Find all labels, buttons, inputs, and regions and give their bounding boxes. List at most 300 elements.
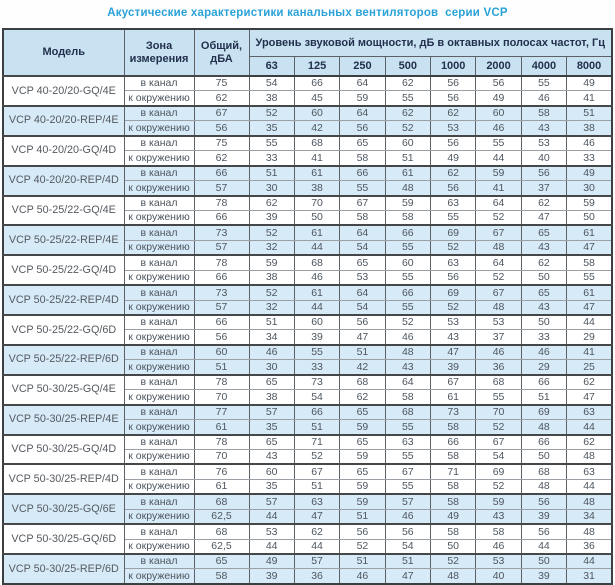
table-row-duct [3,285,612,300]
spl-value-cell: 55 [476,390,521,405]
zone-cell: в канал [124,255,194,270]
table-row-duct [3,345,612,360]
spl-value-cell: 63 [431,255,476,270]
model-name-cell: VCP 50-25/22-GQ/4D [3,255,124,285]
spl-value-cell: 51 [294,479,339,494]
total-dba-cell: 61 [194,479,249,494]
total-dba-cell: 56 [194,121,249,136]
spl-value-cell: 63 [385,435,430,450]
spl-value-cell: 62 [294,524,339,539]
spl-value-cell: 47 [385,569,430,584]
spl-value-cell: 51 [567,106,612,121]
spl-value-cell: 67 [476,435,521,450]
spl-value-cell: 68 [294,136,339,151]
spl-value-cell: 57 [249,494,294,509]
spl-value-cell: 58 [431,524,476,539]
spl-value-cell: 43 [431,330,476,345]
spl-value-cell: 56 [431,270,476,285]
spl-value-cell: 49 [476,91,521,106]
spl-value-cell: 65 [340,136,385,151]
spl-value-cell: 59 [567,196,612,211]
spl-value-cell: 58 [431,479,476,494]
spl-value-cell: 62 [340,390,385,405]
model-name-cell: VCP 50-25/22-GQ/4E [3,196,124,226]
spl-value-cell: 51 [249,166,294,181]
spl-value-cell: 69 [431,285,476,300]
spl-value-cell: 46 [476,539,521,554]
spl-value-cell: 66 [431,435,476,450]
spl-value-cell: 69 [476,464,521,479]
spl-value-cell: 58 [567,255,612,270]
spl-value-cell: 43 [476,509,521,524]
spl-value-cell: 56 [476,76,521,91]
zone-cell: к окружению [124,210,194,225]
spl-value-cell: 51 [340,345,385,360]
spl-value-cell: 65 [340,464,385,479]
model-name-cell: VCP 50-25/22-REP/4E [3,225,124,255]
total-dba-cell: 65 [194,554,249,569]
total-dba-cell: 62 [194,91,249,106]
spl-value-cell: 56 [340,121,385,136]
table-row-duct [3,554,612,569]
spl-value-cell: 50 [521,449,566,464]
spl-value-cell: 62 [431,106,476,121]
spl-value-cell: 56 [385,524,430,539]
zone-cell: в канал [124,166,194,181]
spl-value-cell: 48 [521,420,566,435]
spl-value-cell: 36 [294,569,339,584]
table-row-duct [3,405,612,420]
zone-cell: к окружению [124,390,194,405]
spl-value-cell: 48 [476,240,521,255]
spl-value-cell: 55 [249,136,294,151]
total-dba-cell: 62,5 [194,539,249,554]
spl-value-cell: 61 [294,166,339,181]
spl-value-cell: 58 [431,494,476,509]
total-dba-cell: 60 [194,345,249,360]
total-dba-cell: 57 [194,181,249,196]
zone-cell: в канал [124,405,194,420]
spl-value-cell: 63 [567,464,612,479]
spl-value-cell: 56 [340,524,385,539]
spl-value-cell: 64 [340,225,385,240]
spl-value-cell: 47 [567,390,612,405]
zone-cell: к окружению [124,300,194,315]
table-row-duct [3,76,612,91]
spl-value-cell: 43 [249,449,294,464]
total-dba-cell: 68 [194,494,249,509]
spl-value-cell: 39 [249,569,294,584]
spl-value-cell: 52 [476,420,521,435]
spl-value-cell: 56 [521,494,566,509]
zone-cell: в канал [124,554,194,569]
spl-value-cell: 44 [294,539,339,554]
spl-value-cell: 55 [476,136,521,151]
total-dba-cell: 76 [194,464,249,479]
spl-value-cell: 44 [567,479,612,494]
spl-value-cell: 73 [294,375,339,390]
spl-value-cell: 56 [431,136,476,151]
spl-value-cell: 50 [294,210,339,225]
spl-value-cell: 66 [294,405,339,420]
model-name-cell: VCP 50-25/22-REP/4D [3,285,124,315]
spl-value-cell: 62 [567,435,612,450]
spl-value-cell: 52 [249,106,294,121]
spl-value-cell: 30 [249,181,294,196]
spl-value-cell: 60 [385,255,430,270]
acoustic-characteristics-table [2,28,613,585]
total-dba-cell: 68 [194,524,249,539]
spl-value-cell: 40 [521,151,566,166]
spl-value-cell: 53 [476,315,521,330]
spl-value-cell: 50 [521,315,566,330]
spl-value-cell: 48 [385,345,430,360]
spl-value-cell: 50 [521,554,566,569]
spl-value-cell: 71 [294,435,339,450]
total-dba-cell: 78 [194,255,249,270]
spl-value-cell: 65 [340,405,385,420]
zone-cell: в канал [124,225,194,240]
spl-value-cell: 46 [340,569,385,584]
spl-value-cell: 41 [476,181,521,196]
zone-cell: к окружению [124,121,194,136]
total-dba-cell: 58 [194,569,249,584]
spl-value-cell: 52 [340,539,385,554]
column-header-frequency: 2000 [476,57,521,77]
spl-value-cell: 58 [385,210,430,225]
spl-value-cell: 51 [294,420,339,435]
spl-value-cell: 53 [249,524,294,539]
spl-value-cell: 36 [476,360,521,375]
spl-value-cell: 63 [567,405,612,420]
spl-value-cell: 47 [567,300,612,315]
spl-value-cell: 41 [567,91,612,106]
spl-value-cell: 47 [340,330,385,345]
total-dba-cell: 78 [194,435,249,450]
spl-value-cell: 46 [567,136,612,151]
table-row-duct [3,524,612,539]
spl-value-cell: 53 [431,315,476,330]
spl-value-cell: 59 [340,420,385,435]
column-header-frequency: 4000 [521,57,566,77]
spl-value-cell: 53 [521,136,566,151]
spl-value-cell: 52 [385,121,430,136]
spl-value-cell: 68 [294,255,339,270]
spl-value-cell: 48 [476,300,521,315]
spl-value-cell: 64 [385,375,430,390]
spl-value-cell: 60 [294,315,339,330]
spl-value-cell: 33 [521,330,566,345]
spl-value-cell: 44 [567,420,612,435]
model-name-cell: VCP 50-30/25-REP/4D [3,464,124,494]
spl-value-cell: 61 [431,390,476,405]
zone-cell: к окружению [124,360,194,375]
column-header-frequency: 8000 [567,57,612,77]
spl-value-cell: 43 [385,360,430,375]
zone-cell: к окружению [124,181,194,196]
zone-cell: к окружению [124,449,194,464]
spl-value-cell: 48 [567,449,612,464]
spl-value-cell: 55 [431,210,476,225]
spl-value-cell: 58 [521,106,566,121]
spl-value-cell: 65 [249,435,294,450]
total-dba-cell: 51 [194,360,249,375]
spl-value-cell: 35 [249,121,294,136]
spl-value-cell: 51 [249,315,294,330]
spl-value-cell: 38 [567,121,612,136]
page-title: Акустические характеристики канальных вентиляторов серии VCP [107,7,508,19]
total-dba-cell: 57 [194,300,249,315]
spl-value-cell: 66 [385,225,430,240]
spl-value-cell: 52 [294,449,339,464]
total-dba-cell: 66 [194,210,249,225]
total-dba-cell: 78 [194,375,249,390]
spl-value-cell: 46 [385,330,430,345]
spl-value-cell: 64 [340,106,385,121]
spl-value-cell: 66 [340,166,385,181]
column-header-frequency: 125 [294,57,339,77]
spl-value-cell: 52 [476,479,521,494]
spl-value-cell: 44 [476,151,521,166]
spl-value-cell: 60 [294,106,339,121]
zone-cell: в канал [124,524,194,539]
spl-value-cell: 58 [431,420,476,435]
model-name-cell: VCP 50-25/22-REP/6D [3,345,124,375]
total-dba-cell: 66 [194,166,249,181]
spl-value-cell: 60 [385,136,430,151]
spl-value-cell: 60 [249,464,294,479]
spl-value-cell: 54 [385,539,430,554]
spl-value-cell: 37 [521,181,566,196]
spl-value-cell: 51 [385,151,430,166]
column-header-spl-group: Уровень звуковой мощности, дБ в октавных полосах частот, Гц [249,29,612,57]
spl-value-cell: 62 [431,166,476,181]
spl-value-cell: 47 [294,509,339,524]
spl-value-cell: 67 [431,375,476,390]
model-name-cell: VCP 40-20/20-GQ/4E [3,76,124,106]
spl-value-cell: 56 [431,76,476,91]
table-row-duct [3,166,612,181]
spl-value-cell: 66 [521,375,566,390]
spl-value-cell: 70 [476,405,521,420]
spl-value-cell: 49 [567,166,612,181]
spl-value-cell: 52 [431,300,476,315]
spl-value-cell: 44 [249,539,294,554]
spl-value-cell: 59 [340,494,385,509]
total-dba-cell: 70 [194,390,249,405]
zone-cell: в канал [124,106,194,121]
total-dba-cell: 62,5 [194,509,249,524]
spl-value-cell: 65 [521,225,566,240]
spl-value-cell: 49 [431,509,476,524]
spl-value-cell: 62 [385,106,430,121]
spl-value-cell: 59 [385,196,430,211]
spl-value-cell: 58 [476,524,521,539]
spl-value-cell: 56 [431,181,476,196]
spl-value-cell: 59 [340,479,385,494]
spl-value-cell: 44 [567,554,612,569]
spl-value-cell: 67 [476,285,521,300]
model-name-cell: VCP 50-25/22-GQ/6D [3,315,124,345]
zone-cell: к окружению [124,91,194,106]
table-row-duct [3,494,612,509]
column-header-frequency: 500 [385,57,430,77]
spl-value-cell: 68 [340,375,385,390]
spl-value-cell: 66 [294,76,339,91]
zone-cell: к окружению [124,539,194,554]
spl-value-cell: 56 [340,315,385,330]
spl-value-cell: 46 [385,509,430,524]
spl-value-cell: 58 [431,449,476,464]
total-dba-cell: 78 [194,196,249,211]
spl-value-cell: 48 [521,479,566,494]
spl-value-cell: 67 [385,464,430,479]
spl-value-cell: 64 [340,76,385,91]
spl-value-cell: 55 [385,91,430,106]
spl-value-cell: 43 [521,300,566,315]
spl-value-cell: 58 [340,151,385,166]
zone-cell: в канал [124,375,194,390]
spl-value-cell: 40 [476,569,521,584]
spl-value-cell: 54 [249,76,294,91]
model-name-cell: VCP 50-30/25-GQ/6D [3,524,124,554]
spl-value-cell: 44 [294,240,339,255]
spl-value-cell: 54 [294,390,339,405]
spl-value-cell: 39 [521,569,566,584]
spl-value-cell: 37 [476,330,521,345]
spl-value-cell: 49 [249,554,294,569]
spl-value-cell: 51 [340,554,385,569]
spl-value-cell: 47 [431,345,476,360]
spl-value-cell: 67 [476,225,521,240]
spl-value-cell: 55 [385,240,430,255]
spl-value-cell: 49 [431,151,476,166]
spl-value-cell: 52 [476,210,521,225]
spl-value-cell: 52 [476,270,521,285]
spl-value-cell: 69 [431,225,476,240]
spl-value-cell: 48 [385,181,430,196]
total-dba-cell: 66 [194,315,249,330]
spl-value-cell: 57 [385,494,430,509]
zone-cell: к окружению [124,479,194,494]
spl-value-cell: 63 [431,196,476,211]
spl-value-cell: 62 [521,196,566,211]
model-name-cell: VCP 40-20/20-REP/4D [3,166,124,196]
spl-value-cell: 32 [249,240,294,255]
total-dba-cell: 75 [194,136,249,151]
total-dba-cell: 62 [194,151,249,166]
spl-value-cell: 55 [521,76,566,91]
spl-value-cell: 67 [340,196,385,211]
model-name-cell: VCP 50-30/25-GQ/6E [3,494,124,524]
spl-value-cell: 59 [476,166,521,181]
spl-value-cell: 30 [567,181,612,196]
spl-value-cell: 46 [476,121,521,136]
zone-cell: в канал [124,315,194,330]
column-header-frequency: 250 [340,57,385,77]
spl-value-cell: 68 [521,464,566,479]
spl-value-cell: 50 [431,539,476,554]
spl-value-cell: 52 [431,240,476,255]
zone-cell: в канал [124,435,194,450]
zone-cell: в канал [124,345,194,360]
spl-value-cell: 63 [294,494,339,509]
column-header-frequency: 63 [249,57,294,77]
spl-value-cell: 54 [340,240,385,255]
total-dba-cell: 67 [194,106,249,121]
column-header-zone: Зона измерения [124,29,194,76]
spl-value-cell: 62 [385,76,430,91]
table-header [3,29,612,76]
table-row-duct [3,315,612,330]
total-dba-cell: 70 [194,449,249,464]
zone-cell: в канал [124,76,194,91]
spl-value-cell: 48 [431,569,476,584]
spl-value-cell: 67 [294,464,339,479]
spl-value-cell: 62 [249,196,294,211]
zone-cell: к окружению [124,270,194,285]
model-name-cell: VCP 50-30/25-GQ/4D [3,435,124,465]
spl-value-cell: 59 [340,91,385,106]
spl-value-cell: 50 [521,270,566,285]
spl-value-cell: 62 [521,255,566,270]
spl-value-cell: 46 [249,345,294,360]
zone-cell: в канал [124,494,194,509]
spl-value-cell: 68 [476,375,521,390]
spl-value-cell: 59 [476,494,521,509]
spl-value-cell: 70 [294,196,339,211]
spl-value-cell: 46 [521,345,566,360]
spl-value-cell: 59 [340,449,385,464]
spl-value-cell: 33 [294,360,339,375]
total-dba-cell: 57 [194,240,249,255]
catalog-page [0,7,615,585]
table-row-duct [3,136,612,151]
zone-cell: к окружению [124,420,194,435]
total-dba-cell: 66 [194,270,249,285]
spl-value-cell: 52 [249,225,294,240]
spl-value-cell: 50 [567,210,612,225]
spl-value-cell: 31 [567,569,612,584]
spl-value-cell: 36 [567,539,612,554]
spl-value-cell: 51 [385,554,430,569]
spl-value-cell: 65 [340,435,385,450]
spl-value-cell: 47 [567,240,612,255]
spl-value-cell: 43 [521,121,566,136]
column-header-total-dba: Общий, дБА [194,29,249,76]
zone-cell: к окружению [124,509,194,524]
table-row-duct [3,464,612,479]
spl-value-cell: 54 [476,449,521,464]
spl-value-cell: 53 [476,554,521,569]
spl-value-cell: 65 [340,255,385,270]
zone-cell: в канал [124,285,194,300]
spl-value-cell: 51 [521,390,566,405]
spl-value-cell: 29 [521,360,566,375]
spl-value-cell: 61 [567,225,612,240]
spl-value-cell: 32 [249,300,294,315]
spl-value-cell: 35 [249,420,294,435]
zone-cell: в канал [124,136,194,151]
model-name-cell: VCP 40-20/20-GQ/4D [3,136,124,166]
spl-value-cell: 51 [340,509,385,524]
column-header-frequency: 1000 [431,57,476,77]
model-name-cell: VCP 50-30/25-GQ/4E [3,375,124,405]
spl-value-cell: 39 [431,360,476,375]
spl-value-cell: 55 [340,181,385,196]
spl-value-cell: 34 [567,509,612,524]
spl-value-cell: 53 [431,121,476,136]
